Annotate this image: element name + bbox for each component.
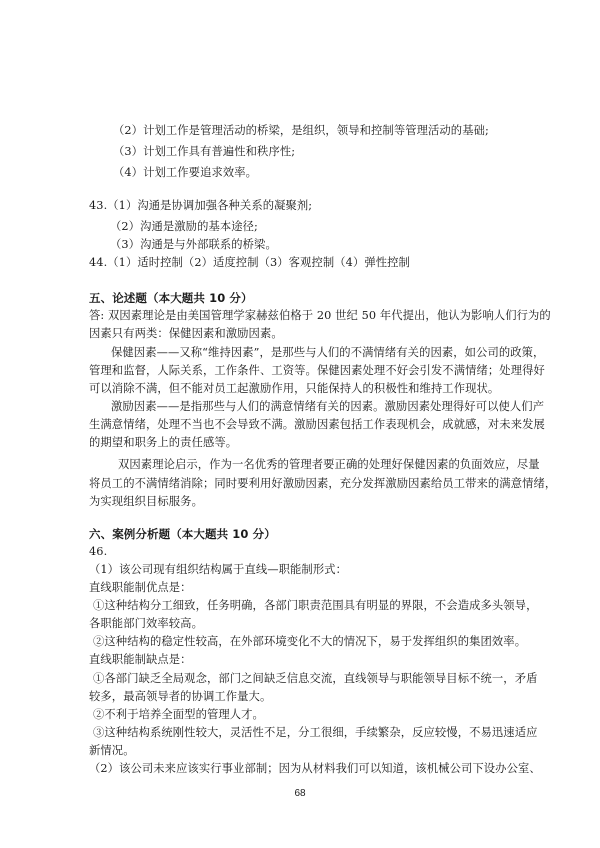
text-line: 答: 双因素理论是由美国管理学家赫兹伯格于 20 世纪 50 年代提出，他认为影响人们行为的 [89,309,551,322]
text-line: 生满意情绪，处理不当也不会导致不满。激励因素包括工作表现机会，成就感，对未来发展 [89,418,545,431]
text-line: 46. [89,545,108,558]
text-line: ②不利于培养全面型的管理人才。 [93,708,264,721]
text-line: 将员工的不满情绪消除；同时要利用好激励因素，充分发挥激励因素给员工带来的满意情绪， [89,477,557,490]
text-line: 管理和监督，人际关系，工作条件、工资等。保健因素处理不好会引发不满情绪；处理得好 [89,364,545,377]
text-line: 因素只有两类：保健因素和激励因素。 [89,327,283,340]
text-line: 可以消除不满，但不能对员工起激励作用，只能保持人的积极性和维持工作现状。 [89,382,500,395]
text-line: 直线职能制优点是： [89,581,192,594]
page-number: 68 [294,788,306,799]
text-line: ②这种结构的稳定性较高，在外部环境变化不大的情况下，易于发挥组织的集团效率。 [93,635,527,648]
text-line: 激励因素——是指那些与人们的满意情绪有关的因素。激励因素处理得好可以使人们产 [111,400,545,413]
text-line: （4）计划工作要追求效率。 [113,166,258,179]
text-line: （2）该公司未来应该实行事业部制；因为从材料我们可以知道，该机械公司下设办公室、 [89,762,541,775]
text-line: 直线职能制缺点是： [89,653,192,666]
text-line: ③这种结构系统刚性较大，灵活性不足，分工很细，手续繁杂，反应较慢，不易迅速适应 [93,726,538,739]
text-line: 较多，最高领导者的协调工作量大。 [89,690,272,703]
text-line: （3）沟通是与外部联系的桥梁。 [110,238,277,251]
text-line: 双因素理论启示，作为一名优秀的管理者要正确的处理好保健因素的负面效应，尽量 [118,458,540,471]
text-line: 的期望和职务上的责任感等。 [89,436,238,449]
text-line: 新情况。 [89,744,135,757]
text-line: ①各部门缺乏全局观念，部门之间缺乏信息交流，直线领导与职能领导目标不统一，矛盾 [93,672,538,685]
section-heading: 五、论述题（本大题共 10 分） [89,291,253,305]
section-heading: 六、案例分析题（本大题共 10 分） [89,527,276,541]
text-line: 为实现组织目标服务。 [89,495,203,508]
text-line: 44.（1）适时控制（2）适度控制（3）客观控制（4）弹性控制 [89,256,410,269]
text-line: （1）该公司现有组织结构属于直线—职能制形式： [89,563,348,576]
text-line: 各职能部门效率较高。 [89,617,203,630]
text-line: （3）计划工作具有普遍性和秩序性; [113,145,296,158]
text-line: 保健因素——又称“维持因素”，是那些与人们的不满情绪有关的因素，如公司的政策， [111,346,545,359]
text-line: （2）计划工作是管理活动的桥梁，是组织，领导和控制等管理活动的基础; [113,124,489,137]
text-line: ①这种结构分工细致，任务明确，各部门职责范围具有明显的界限，不会造成多头领导， [93,599,538,612]
text-line: （2）沟通是激励的基本途径; [110,220,258,233]
text-line: 43.（1）沟通是协调加强各种关系的凝聚剂; [89,199,313,212]
